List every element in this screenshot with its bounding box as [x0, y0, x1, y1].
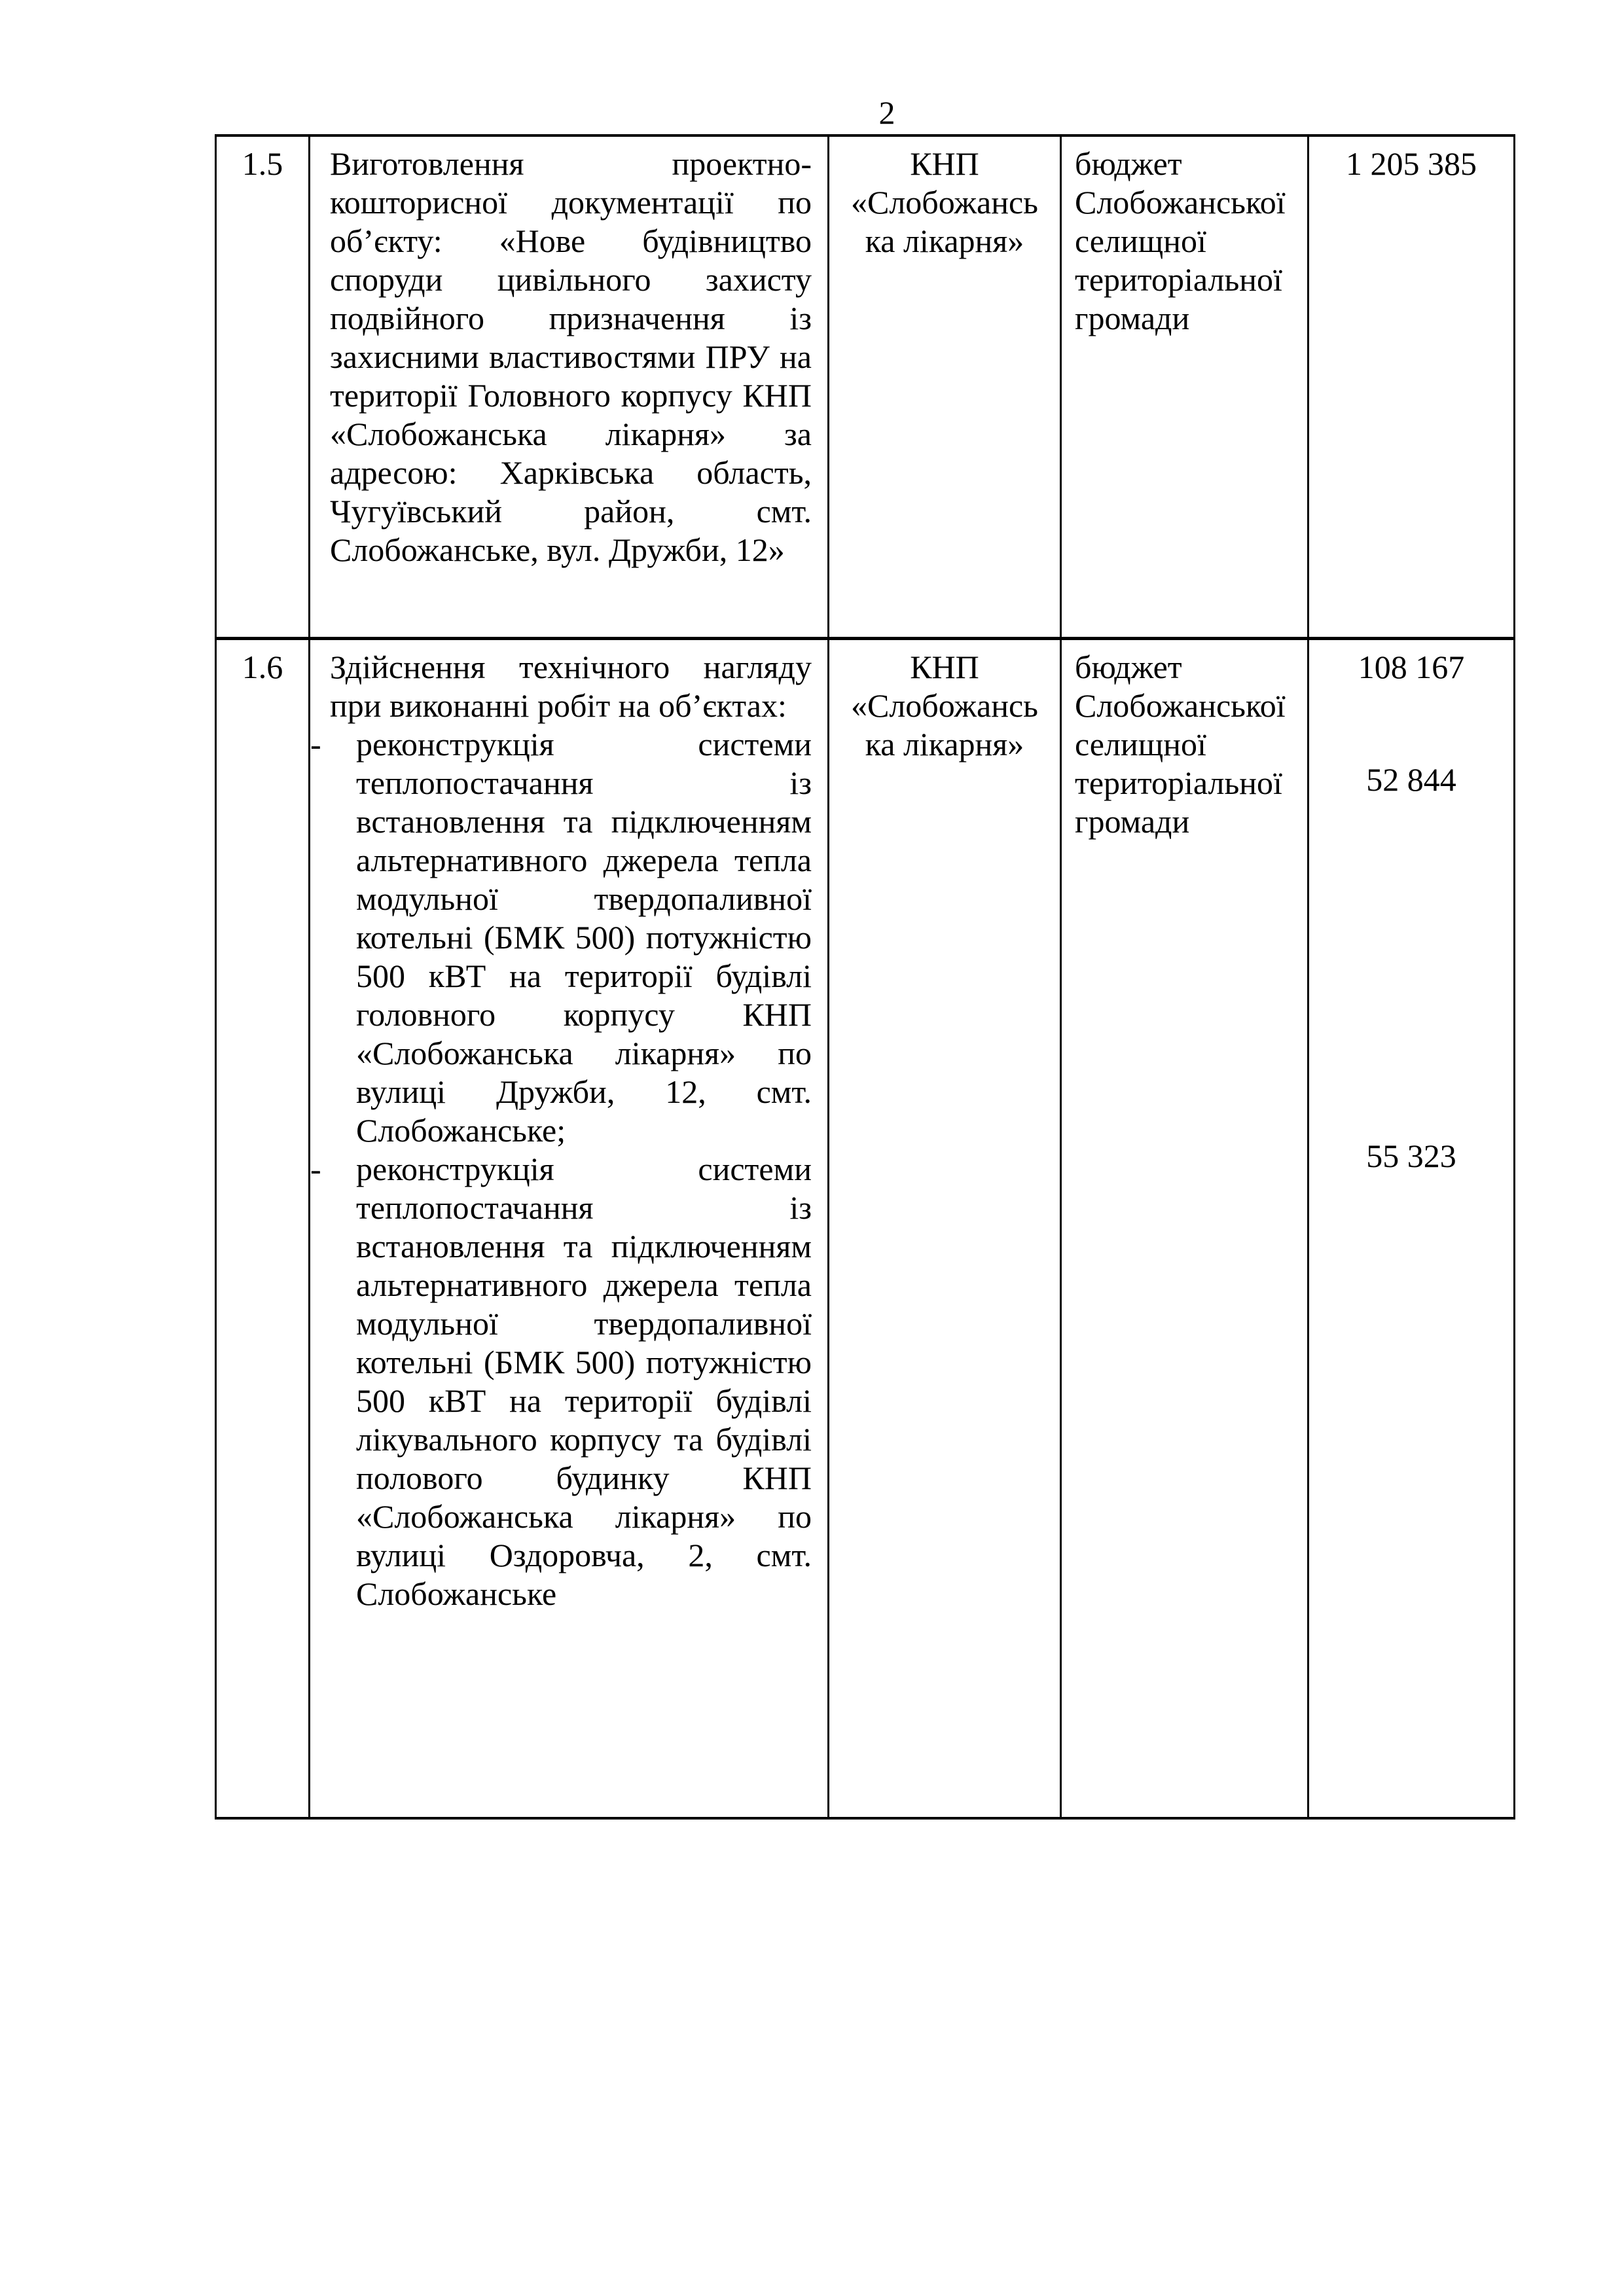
- row-1-6-description-intro: Здійснення технічного нагляду при виконанні робіт на об’єктах:: [330, 649, 812, 724]
- amount-value: 108 167: [1358, 649, 1465, 685]
- row-1-5-funding-cell: бюджет Слобожанської селищної територіальної громади: [1062, 137, 1307, 637]
- executor-line: «Слобожансь: [851, 687, 1038, 724]
- list-item: [310, 725, 812, 1150]
- row-1-5-description-text: Виготовлення проектно-кошторисної документації по об’єкту: «Нове будівництво споруди цивільного захисту подвійного призначення із захисними властивостями ПРУ на території Головного корпусу КНП «Слобожанська лікарня» за адресою: Харківська область, Чугуївський район, смт. Слобожанське, вул. Дружби, 12»: [330, 145, 812, 568]
- row-1-6-amount-cell: [1309, 640, 1513, 1817]
- row-1-6-description-cell: [310, 640, 827, 1817]
- executor-line: КНП: [910, 649, 979, 685]
- row-1-6-executor-cell: [829, 640, 1060, 1817]
- amount-value: 55 323: [1366, 1138, 1456, 1174]
- dash-bullet: -: [310, 1151, 321, 1187]
- row-1-5-executor-cell: [829, 137, 1060, 637]
- row-1-5-number-cell: 1.5: [217, 137, 308, 637]
- amount-value: 1 205 385: [1346, 145, 1477, 182]
- row-1-5-amount-cell: [1309, 137, 1513, 637]
- list-item-text: реконструкція системи теплопостачання із встановлення та підключенням альтернативного джерела тепла модульної твердопаливної котельні (БМК 500) потужністю 500 кВТ на території будівлі лікувального корпусу та будівлі полового будинку КНП «Слобожанська лікарня» по вулиці Оздоровча, 2, смт. Слобожанське: [356, 1151, 812, 1612]
- executor-line: КНП: [910, 145, 979, 182]
- executor-line: «Слобожансь: [851, 184, 1038, 221]
- page-number: 2: [878, 94, 895, 131]
- executor-line: ка лікарня»: [865, 223, 1024, 259]
- executor-line: ка лікарня»: [865, 726, 1024, 762]
- measures-table: [215, 134, 1515, 1820]
- list-item: [310, 1150, 812, 1613]
- dash-bullet: -: [310, 726, 321, 762]
- row-1-6-funding-cell: бюджет Слобожанської селищної територіальної громади: [1062, 640, 1307, 1817]
- amount-value: 52 844: [1366, 761, 1456, 798]
- list-item-text: реконструкція системи теплопостачання із встановлення та підключенням альтернативного джерела тепла модульної твердопаливної котельні (БМК 500) потужністю 500 кВТ на території будівлі головного корпусу КНП «Слобожанська лікарня» по вулиці Дружби, 12, смт. Слобожанське;: [356, 726, 812, 1149]
- row-1-5-description-cell: [310, 137, 827, 637]
- row-1-6-number-cell: 1.6: [217, 640, 308, 1817]
